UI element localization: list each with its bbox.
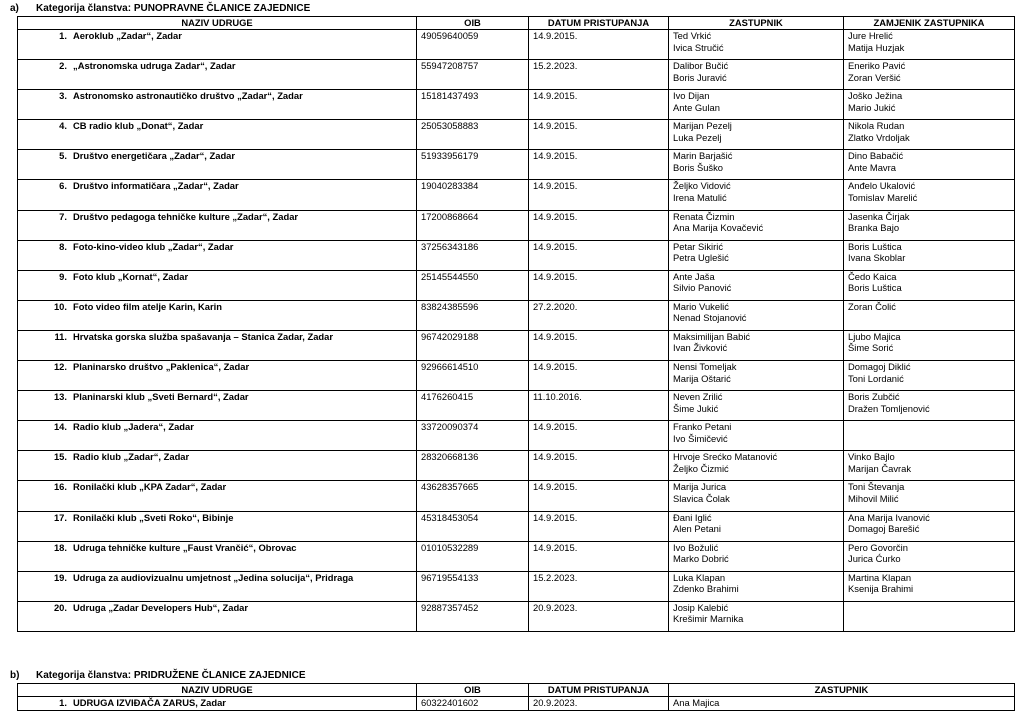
deputy-name: Mihovil Milić bbox=[848, 492, 899, 504]
representative-name: Hrvoje Srećko Matanović bbox=[673, 451, 778, 463]
deputy-cell bbox=[844, 180, 1015, 210]
deputy-cell bbox=[844, 601, 1015, 631]
association-cell bbox=[18, 697, 417, 711]
representative-cell bbox=[669, 60, 844, 90]
representative-name: Slavica Čolak bbox=[673, 492, 730, 504]
association-cell bbox=[18, 180, 417, 210]
deputy-cell bbox=[844, 481, 1015, 511]
table-row bbox=[18, 30, 1015, 60]
association-cell bbox=[18, 451, 417, 481]
join-date-cell: 15.2.2023. bbox=[529, 60, 669, 90]
table-row bbox=[18, 60, 1015, 90]
oib-cell: 28320668136 bbox=[417, 451, 529, 481]
deputy-cell bbox=[844, 270, 1015, 300]
representative-name: Boris Juravić bbox=[673, 71, 727, 83]
deputy-name: Martina Klapan bbox=[848, 571, 912, 583]
deputy-cell bbox=[844, 541, 1015, 571]
row-number: 17. bbox=[53, 511, 67, 523]
table-row bbox=[18, 210, 1015, 240]
deputy-name: Mario Jukić bbox=[848, 101, 896, 113]
representative-name: Ante Jaša bbox=[673, 270, 715, 282]
deputy-cell bbox=[844, 150, 1015, 180]
association-cell bbox=[18, 481, 417, 511]
association-name: Ronilački klub „KPA Zadar“, Zadar bbox=[73, 481, 227, 493]
deputy-cell bbox=[844, 330, 1015, 360]
oib-cell: 15181437493 bbox=[417, 90, 529, 120]
deputy-name: Zoran Veršić bbox=[848, 71, 901, 83]
section-b-title-text: Kategorija članstva: PRIDRUŽENE ČLANICE ZAJEDNICE bbox=[36, 670, 306, 681]
table-row bbox=[18, 697, 1015, 711]
join-date-cell: 20.9.2023. bbox=[529, 697, 669, 711]
representative-cell bbox=[669, 601, 844, 631]
join-date-cell: 20.9.2023. bbox=[529, 601, 669, 631]
deputy-name: Domagoj Barešić bbox=[848, 523, 920, 534]
section-a-marker: a) bbox=[10, 3, 19, 14]
row-number: 1. bbox=[59, 697, 67, 708]
association-name: Foto video film atelje Karin, Karin bbox=[73, 300, 222, 312]
association-cell bbox=[18, 391, 417, 421]
representative-name: Šime Jukić bbox=[673, 402, 719, 414]
representative-name: Željko Vidović bbox=[673, 180, 731, 192]
representative-name: Ana Marija Kovačević bbox=[673, 222, 764, 234]
row-number: 1. bbox=[59, 30, 67, 41]
association-cell bbox=[18, 541, 417, 571]
row-number: 13. bbox=[53, 391, 67, 403]
oib-cell: 45318453054 bbox=[417, 511, 529, 541]
representative-name: Nensi Tomeljak bbox=[673, 361, 737, 373]
association-name: Hrvatska gorska služba spašavanja – Stanica Zadar, Zadar bbox=[73, 330, 334, 342]
deputy-name: Čedo Kaica bbox=[848, 270, 897, 282]
oib-cell: 49059640059 bbox=[417, 30, 529, 60]
deputy-name: Tomislav Marelić bbox=[848, 191, 918, 203]
table-row bbox=[18, 481, 1015, 511]
association-name: Planinarski klub „Sveti Bernard“, Zadar bbox=[73, 391, 249, 403]
association-name: Društvo informatičara „Zadar“, Zadar bbox=[73, 180, 239, 192]
deputy-name: Anđelo Ukalović bbox=[848, 180, 916, 192]
oib-cell: 92887357452 bbox=[417, 601, 529, 631]
deputy-name: Boris Luštica bbox=[848, 240, 902, 252]
row-number: 20. bbox=[53, 601, 67, 613]
association-cell bbox=[18, 361, 417, 391]
representative-name: Ivo Šimičević bbox=[673, 432, 728, 444]
join-date-cell: 14.9.2015. bbox=[529, 90, 669, 120]
association-name: Društvo pedagoga tehničke kulture „Zadar“, Zadar bbox=[73, 210, 299, 222]
representative-name: Neven Zrilić bbox=[673, 391, 723, 403]
deputy-name: Pero Govorčin bbox=[848, 541, 908, 553]
representative-name: Marijan Pezelj bbox=[673, 120, 732, 132]
table-row bbox=[18, 391, 1015, 421]
deputy-name: Ljubo Majica bbox=[848, 330, 901, 342]
join-date-cell: 14.9.2015. bbox=[529, 120, 669, 150]
deputy-cell bbox=[844, 361, 1015, 391]
section-b-marker: b) bbox=[10, 670, 20, 681]
section-a-title bbox=[10, 3, 310, 15]
oib-cell: 96742029188 bbox=[417, 330, 529, 360]
representative-name: Mario Vukelić bbox=[673, 300, 729, 312]
join-date-cell: 14.9.2015. bbox=[529, 210, 669, 240]
representative-cell bbox=[669, 90, 844, 120]
deputy-cell bbox=[844, 300, 1015, 330]
representative-cell bbox=[669, 361, 844, 391]
oib-cell: 19040283384 bbox=[417, 180, 529, 210]
row-number: 8. bbox=[59, 240, 67, 252]
representative-name: Nenad Stojanović bbox=[673, 312, 747, 324]
deputy-name: Joško Ježina bbox=[848, 90, 903, 102]
deputy-name: Dino Babačić bbox=[848, 150, 904, 162]
section-a-title-text: Kategorija članstva: PUNOPRAVNE ČLANICE ZAJEDNICE bbox=[36, 3, 311, 14]
oib-cell: 96719554133 bbox=[417, 571, 529, 601]
header-date: DATUM PRISTUPANJA bbox=[529, 684, 669, 697]
oib-cell: 55947208757 bbox=[417, 60, 529, 90]
representative-name: Ana Majica bbox=[673, 697, 720, 708]
representative-name: Marija Jurica bbox=[673, 481, 727, 493]
representative-name: Silvio Panović bbox=[673, 282, 732, 294]
association-name: Foto-kino-video klub „Zadar“, Zadar bbox=[73, 240, 234, 252]
join-date-cell: 14.9.2015. bbox=[529, 150, 669, 180]
row-number: 4. bbox=[59, 120, 67, 132]
representative-name: Marko Dobrić bbox=[673, 553, 729, 565]
association-name: Udruga „Zadar Developers Hub“, Zadar bbox=[73, 601, 249, 613]
representative-cell bbox=[669, 180, 844, 210]
join-date-cell: 14.9.2015. bbox=[529, 180, 669, 210]
representative-name: Ante Gulan bbox=[673, 101, 720, 113]
deputy-name: Dražen Tomljenović bbox=[848, 402, 930, 414]
section-b-title bbox=[10, 670, 306, 682]
oib-cell: 33720090374 bbox=[417, 421, 529, 451]
representative-cell bbox=[669, 391, 844, 421]
representative-name: Franko Petani bbox=[673, 421, 732, 433]
deputy-name: Jasenka Čirjak bbox=[848, 210, 910, 222]
association-cell bbox=[18, 30, 417, 60]
deputy-name: Eneriko Pavić bbox=[848, 60, 906, 72]
deputy-name: Toni Števanja bbox=[848, 481, 905, 493]
representative-name: Petra Uglešić bbox=[673, 252, 729, 264]
join-date-cell: 14.9.2015. bbox=[529, 240, 669, 270]
association-name: Društvo energetičara „Zadar“, Zadar bbox=[73, 150, 236, 162]
deputy-cell bbox=[844, 571, 1015, 601]
association-name: Foto klub „Kornat“, Zadar bbox=[73, 270, 189, 282]
deputy-name: Boris Luštica bbox=[848, 282, 902, 294]
representative-name: Đani Iglić bbox=[673, 511, 712, 523]
representative-name: Željko Čizmić bbox=[673, 462, 729, 474]
deputy-name: Boris Zubčić bbox=[848, 391, 900, 403]
header-deputy: ZAMJENIK ZASTUPNIKA bbox=[844, 17, 1015, 30]
representative-cell bbox=[669, 120, 844, 150]
deputy-name: Nikola Rudan bbox=[848, 120, 905, 132]
representative-name: Dalibor Bučić bbox=[673, 60, 729, 72]
representative-name: Luka Pezelj bbox=[673, 131, 722, 143]
table-row bbox=[18, 270, 1015, 300]
row-number: 2. bbox=[59, 60, 67, 72]
deputy-cell bbox=[844, 120, 1015, 150]
deputy-name: Domagoj Diklić bbox=[848, 361, 911, 373]
representative-cell bbox=[669, 300, 844, 330]
association-cell bbox=[18, 511, 417, 541]
representative-name: Boris Šuško bbox=[673, 161, 724, 173]
row-number: 15. bbox=[53, 451, 67, 463]
deputy-name: Zoran Čolić bbox=[848, 300, 896, 312]
representative-name: Ivo Božulić bbox=[673, 541, 719, 553]
table-row bbox=[18, 451, 1015, 481]
association-name: Planinarsko društvo „Paklenica“, Zadar bbox=[73, 361, 250, 373]
join-date-cell: 11.10.2016. bbox=[529, 391, 669, 421]
row-number: 19. bbox=[53, 571, 67, 583]
deputy-cell bbox=[844, 511, 1015, 541]
oib-cell: 25053058883 bbox=[417, 120, 529, 150]
join-date-cell: 14.9.2015. bbox=[529, 481, 669, 511]
association-cell bbox=[18, 120, 417, 150]
representative-name: Renata Čizmin bbox=[673, 210, 735, 222]
deputy-name: Jure Hrelić bbox=[848, 30, 893, 41]
row-number: 9. bbox=[59, 270, 67, 282]
representative-name: Ivo Dijan bbox=[673, 90, 710, 102]
representative-cell bbox=[669, 571, 844, 601]
row-number: 11. bbox=[54, 330, 67, 342]
representative-cell bbox=[669, 451, 844, 481]
deputy-name: Matija Huzjak bbox=[848, 41, 905, 53]
table-row bbox=[18, 300, 1015, 330]
representative-name: Petar Sikirić bbox=[673, 240, 724, 252]
table-header-row bbox=[18, 17, 1015, 30]
association-name: Ronilački klub „Sveti Roko“, Bibinje bbox=[73, 511, 234, 523]
representative-name: Irena Matulić bbox=[673, 191, 727, 203]
row-number: 16. bbox=[53, 481, 67, 493]
deputy-cell bbox=[844, 421, 1015, 451]
deputy-name: Ana Marija Ivanović bbox=[848, 511, 930, 523]
deputy-cell bbox=[844, 210, 1015, 240]
deputy-name: Ivana Skoblar bbox=[848, 252, 906, 264]
oib-cell: 01010532289 bbox=[417, 541, 529, 571]
deputy-cell bbox=[844, 240, 1015, 270]
table-row bbox=[18, 150, 1015, 180]
representative-cell bbox=[669, 30, 844, 60]
oib-cell: 92966614510 bbox=[417, 361, 529, 391]
representative-name: Luka Klapan bbox=[673, 571, 726, 583]
deputy-name: Branka Bajo bbox=[848, 222, 900, 234]
representative-cell bbox=[669, 210, 844, 240]
table-row bbox=[18, 511, 1015, 541]
association-name: Radio klub „Jadera“, Zadar bbox=[73, 421, 194, 433]
association-name: Aeroklub „Zadar“, Zadar bbox=[73, 30, 182, 41]
association-cell bbox=[18, 90, 417, 120]
header-name: NAZIV UDRUGE bbox=[18, 17, 417, 30]
full-members-table bbox=[17, 16, 1015, 632]
table-row bbox=[18, 180, 1015, 210]
representative-cell bbox=[669, 330, 844, 360]
representative-name: Ivan Živković bbox=[673, 342, 728, 354]
row-number: 6. bbox=[59, 180, 67, 192]
representative-name: Marija Oštarić bbox=[673, 372, 731, 384]
association-name: Radio klub „Zadar“, Zadar bbox=[73, 451, 190, 463]
row-number: 12. bbox=[53, 361, 67, 373]
association-name: „Astronomska udruga Zadar“, Zadar bbox=[73, 60, 236, 72]
deputy-name: Vinko Bajlo bbox=[848, 451, 895, 463]
representative-name: Ted Vrkić bbox=[673, 30, 712, 41]
representative-name: Alen Petani bbox=[673, 523, 721, 534]
table-header-row bbox=[18, 684, 1015, 697]
representative-cell bbox=[669, 270, 844, 300]
join-date-cell: 14.9.2015. bbox=[529, 361, 669, 391]
oib-cell: 4176260415 bbox=[417, 391, 529, 421]
row-number: 5. bbox=[59, 150, 67, 162]
association-name: Astronomsko astronautičko društvo „Zadar“, Zadar bbox=[73, 90, 303, 102]
representative-cell bbox=[669, 541, 844, 571]
deputy-name: Zlatko Vrdoljak bbox=[848, 131, 910, 143]
deputy-cell bbox=[844, 90, 1015, 120]
association-name: UDRUGA IZVIĐAČA ZARUS, Zadar bbox=[73, 697, 226, 708]
table-row bbox=[18, 240, 1015, 270]
association-cell bbox=[18, 270, 417, 300]
representative-cell bbox=[669, 511, 844, 541]
table-row bbox=[18, 421, 1015, 451]
association-cell bbox=[18, 210, 417, 240]
oib-cell: 51933956179 bbox=[417, 150, 529, 180]
representative-name: Josip Kalebić bbox=[673, 601, 729, 613]
table-row bbox=[18, 571, 1015, 601]
header-name: NAZIV UDRUGE bbox=[18, 684, 417, 697]
deputy-name: Ksenija Brahimi bbox=[848, 583, 914, 595]
join-date-cell: 14.9.2015. bbox=[529, 511, 669, 541]
table-row bbox=[18, 120, 1015, 150]
header-oib: OIB bbox=[417, 17, 529, 30]
deputy-cell bbox=[844, 391, 1015, 421]
row-number: 7. bbox=[59, 210, 67, 222]
table-row bbox=[18, 330, 1015, 360]
association-name: Udruga tehničke kulture „Faust Vrančić“, Obrovac bbox=[73, 541, 297, 553]
oib-cell: 17200868664 bbox=[417, 210, 529, 240]
header-representative: ZASTUPNIK bbox=[669, 684, 1015, 697]
association-name: CB radio klub „Donat“, Zadar bbox=[73, 120, 204, 132]
association-cell bbox=[18, 421, 417, 451]
join-date-cell: 27.2.2020. bbox=[529, 300, 669, 330]
join-date-cell: 14.9.2015. bbox=[529, 270, 669, 300]
join-date-cell: 15.2.2023. bbox=[529, 571, 669, 601]
join-date-cell: 14.9.2015. bbox=[529, 421, 669, 451]
representative-cell bbox=[669, 150, 844, 180]
representative-name: Maksimilijan Babić bbox=[673, 330, 751, 342]
table-row bbox=[18, 361, 1015, 391]
deputy-name: Toni Lordanić bbox=[848, 372, 904, 384]
association-cell bbox=[18, 150, 417, 180]
row-number: 3. bbox=[59, 90, 67, 102]
row-number: 10. bbox=[53, 300, 67, 312]
table-row bbox=[18, 541, 1015, 571]
deputy-cell bbox=[844, 451, 1015, 481]
associate-members-table bbox=[17, 683, 1015, 711]
join-date-cell: 14.9.2015. bbox=[529, 541, 669, 571]
deputy-cell bbox=[844, 30, 1015, 60]
deputy-name: Marijan Čavrak bbox=[848, 462, 912, 474]
header-oib: OIB bbox=[417, 684, 529, 697]
row-number: 18. bbox=[53, 541, 67, 553]
association-cell bbox=[18, 300, 417, 330]
association-cell bbox=[18, 601, 417, 631]
representative-name: Zdenko Brahimi bbox=[673, 583, 739, 595]
representative-cell bbox=[669, 421, 844, 451]
row-number: 14. bbox=[53, 421, 67, 433]
representative-name: Krešimir Marnika bbox=[673, 613, 744, 625]
deputy-name: Šime Sorić bbox=[848, 342, 894, 354]
association-cell bbox=[18, 240, 417, 270]
oib-cell: 37256343186 bbox=[417, 240, 529, 270]
header-date: DATUM PRISTUPANJA bbox=[529, 17, 669, 30]
deputy-name: Ante Mavra bbox=[848, 161, 896, 173]
oib-cell: 60322401602 bbox=[417, 697, 529, 711]
oib-cell: 43628357665 bbox=[417, 481, 529, 511]
oib-cell: 83824385596 bbox=[417, 300, 529, 330]
representative-cell bbox=[669, 481, 844, 511]
join-date-cell: 14.9.2015. bbox=[529, 30, 669, 60]
join-date-cell: 14.9.2015. bbox=[529, 330, 669, 360]
association-cell bbox=[18, 60, 417, 90]
deputy-cell bbox=[844, 60, 1015, 90]
representative-cell bbox=[669, 697, 1015, 711]
header-representative: ZASTUPNIK bbox=[669, 17, 844, 30]
oib-cell: 25145544550 bbox=[417, 270, 529, 300]
association-cell bbox=[18, 571, 417, 601]
association-name: Udruga za audiovizualnu umjetnost „Jedina solucija“, Pridraga bbox=[73, 571, 354, 583]
association-cell bbox=[18, 330, 417, 360]
representative-name: Marin Barjašić bbox=[673, 150, 733, 162]
deputy-name: Jurica Ćurko bbox=[848, 553, 901, 565]
table-row bbox=[18, 90, 1015, 120]
representative-cell bbox=[669, 240, 844, 270]
table-row bbox=[18, 601, 1015, 631]
join-date-cell: 14.9.2015. bbox=[529, 451, 669, 481]
representative-name: Ivica Stručić bbox=[673, 41, 724, 53]
